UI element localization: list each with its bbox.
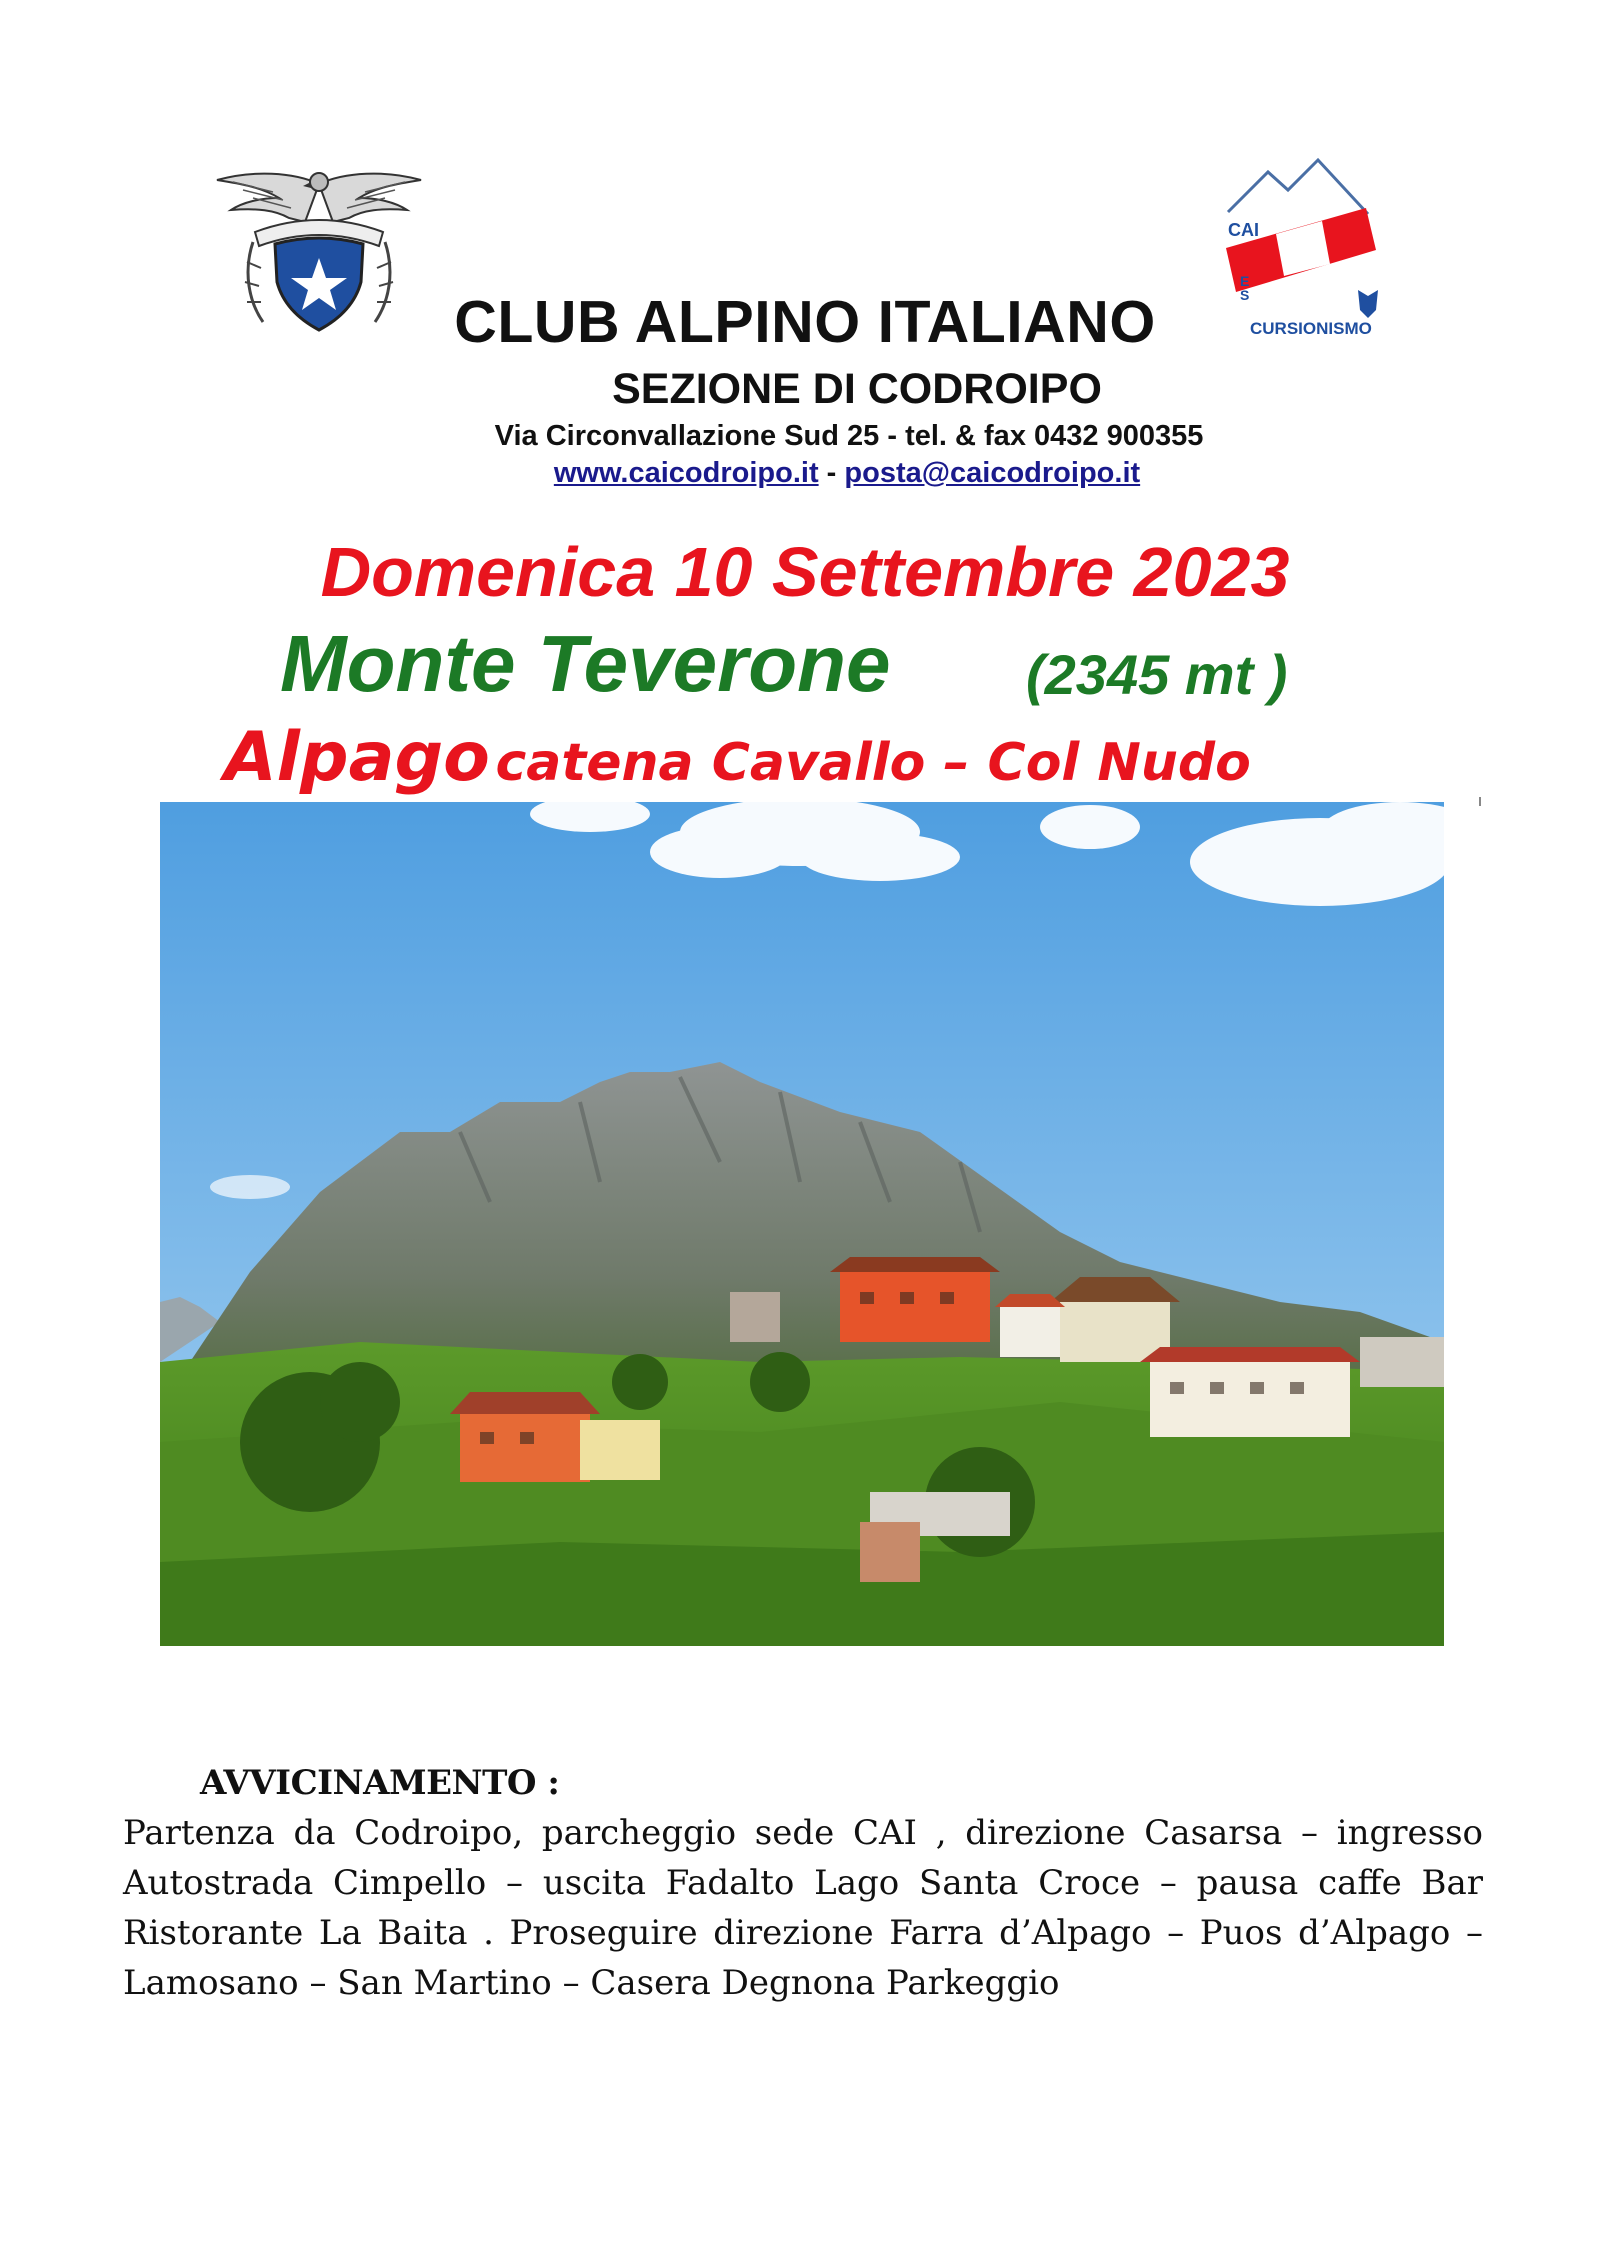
website-link[interactable]: www.caicodroipo.it — [553, 457, 819, 489]
approach-text: Partenza da Codroipo, parcheggio sede CAI , direzione Casarsa – ingresso Autostrada Cimpello – uscita Fadalto Lago Santa Croce – pausa caffe Bar Ristorante La Baita . Proseguire direzione Farra d’Alpago – Puos d’Alpago – Lamosano – San Martino – Casera Degnona Parkeggio — [123, 1813, 1483, 2003]
logo-text-cai: CAI — [1228, 220, 1259, 240]
area-sub: catena Cavallo – Col Nudo — [495, 733, 1251, 793]
section-name: SEZIONE DI CODROIPO — [612, 365, 1102, 413]
approach-heading: AVVICINAMENTO : — [200, 1763, 560, 1803]
event-date: Domenica 10 Settembre 2023 — [320, 533, 1290, 611]
stray-mark — [1479, 797, 1481, 806]
peak-altitude: (2345 mt ) — [1026, 643, 1288, 706]
email-link[interactable]: posta@caicodroipo.it — [844, 457, 1141, 489]
logo-text-rest: CURSIONISMO — [1250, 319, 1372, 338]
contact-links — [0, 457, 1600, 490]
org-name: CLUB ALPINO ITALIANO — [454, 289, 1156, 355]
link-separator: - — [826, 457, 837, 489]
area-main: Alpago — [224, 718, 490, 797]
logo-text-e: E — [1240, 273, 1250, 289]
mountain-village-photo — [160, 802, 1444, 1646]
peak-name: Monte Teverone — [280, 619, 891, 708]
logo-text-s: S — [1240, 287, 1250, 303]
area-line — [224, 718, 1251, 797]
address-line: Via Circonvallazione Sud 25 - tel. & fax 0432 900355 — [494, 420, 1204, 452]
